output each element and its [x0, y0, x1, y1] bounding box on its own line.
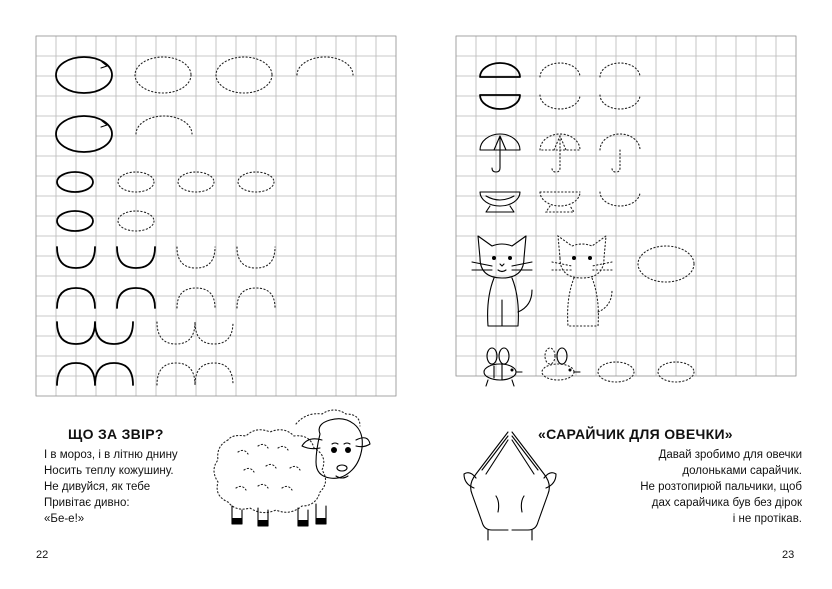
double-n-dotted [157, 363, 233, 385]
right-page [416, 0, 832, 589]
top-half-oval-dotted [540, 63, 580, 77]
page-number: 22 [36, 549, 49, 561]
oval-dotted-trace [638, 246, 694, 282]
poem-line: І в мороз, і в літню днину [44, 449, 178, 461]
top-half-oval-dotted [600, 63, 640, 77]
instruction-line: Не розтопирюй пальчики, щоб [640, 481, 802, 493]
instruction-line: і не протікав. [732, 513, 802, 525]
oval-dotted-trace [216, 57, 272, 93]
cat-drawing [472, 236, 532, 326]
instruction-line: дах сарайчика був без дірок [651, 497, 802, 509]
double-u-solid [57, 322, 133, 344]
top-half-oval-solid [480, 63, 520, 77]
double-n-solid [57, 363, 133, 385]
bee-dotted-drawing [542, 348, 580, 380]
oval-solid-example [56, 57, 112, 93]
poem-line: Носить теплу кожушину. [44, 465, 174, 477]
instruction-title: «САРАЙЧИК ДЛЯ ОВЕЧКИ» [538, 426, 733, 442]
instruction-line: долоньками сарайчик. [682, 465, 802, 477]
umbrella-dotted-icon [540, 134, 580, 172]
page-number: 23 [782, 549, 795, 561]
sheep-drawing [214, 410, 370, 526]
bottom-half-oval-solid [480, 95, 520, 109]
poem-line: «Бе-е!» [44, 513, 85, 525]
umbrella-icon [480, 134, 520, 172]
oval-dotted-trace [135, 57, 191, 93]
poem-title: ЩО ЗА ЗВІР? [68, 426, 164, 442]
small-oval-solid [57, 211, 93, 231]
umbrella-dotted-icon [600, 134, 640, 172]
cat-dotted-drawing [552, 236, 612, 326]
instruction-text [640, 447, 802, 527]
bottom-half-oval-dotted [540, 95, 580, 109]
small-oval-solid [57, 172, 93, 192]
bowl-dotted-icon [540, 192, 580, 212]
oval-arc-dotted-trace [136, 116, 192, 134]
oval-arc-dotted-trace [297, 57, 353, 75]
poem-text [44, 447, 178, 527]
poem-line: Привітає дивно: [44, 497, 130, 509]
bottom-half-oval-dotted [600, 192, 640, 206]
hands-roof-drawing [464, 432, 556, 540]
bowl-icon [480, 192, 520, 212]
bottom-half-oval-dotted [600, 95, 640, 109]
double-u-dotted [157, 322, 233, 344]
instruction-line: Давай зробимо для овечки [658, 449, 802, 461]
oval-solid-example [56, 116, 112, 152]
poem-line: Не дивуйся, як тебе [44, 481, 151, 493]
